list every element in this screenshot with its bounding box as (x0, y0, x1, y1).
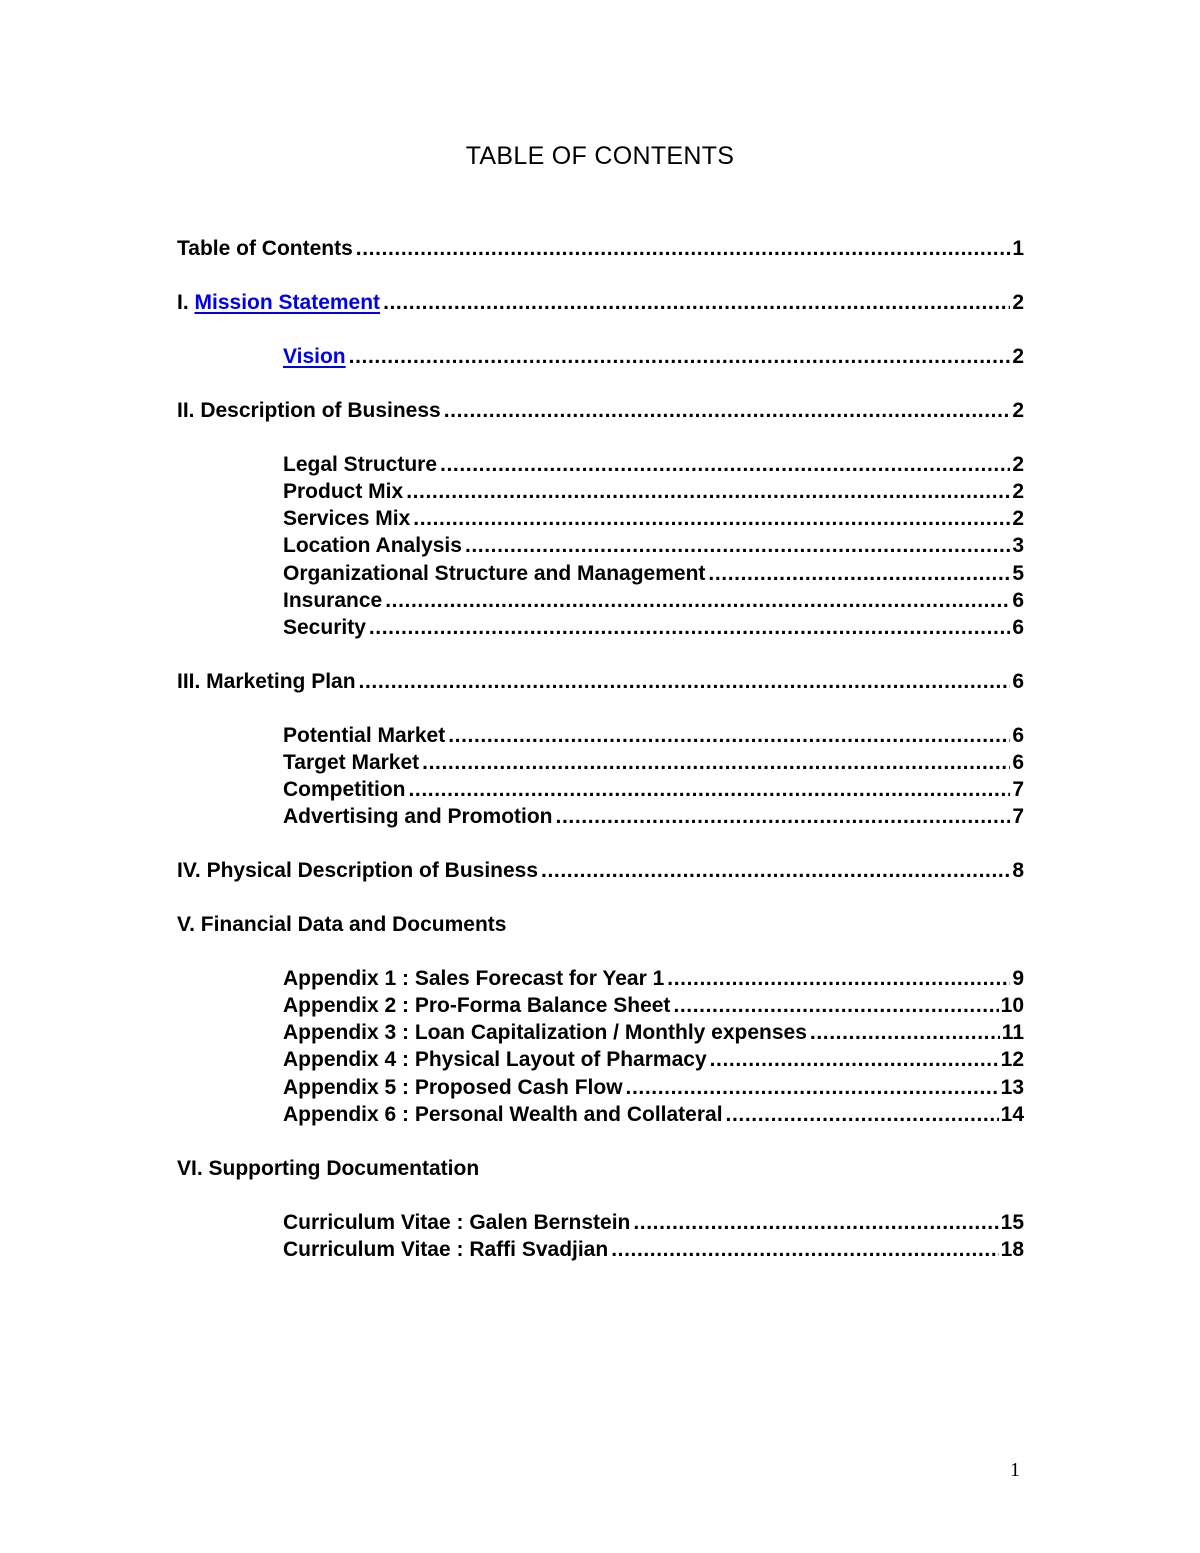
toc-page-number: 7 (1012, 805, 1024, 828)
toc-section-prefix: I. (177, 291, 195, 314)
toc-label: Target Market (283, 751, 420, 774)
toc-label: Curriculum Vitae : Galen Bernstein (283, 1211, 631, 1234)
toc-page-number: 2 (1012, 480, 1024, 503)
toc-leader-dots (726, 1103, 999, 1127)
toc-label: Legal Structure (283, 453, 438, 476)
toc-page-number: 13 (1000, 1076, 1024, 1099)
toc-page-number: 2 (1012, 453, 1024, 476)
toc-label: Appendix 4 : Physical Layout of Pharmacy (283, 1048, 707, 1071)
toc-entry-location-analysis[interactable] (283, 534, 1024, 561)
toc-leader-dots (611, 1238, 998, 1262)
mission-statement-link[interactable]: Mission Statement (194, 291, 381, 314)
toc-entry-services-mix[interactable] (283, 507, 1024, 534)
toc-label: Appendix 1 : Sales Forecast for Year 1 (283, 967, 665, 990)
toc-entry-cv-raffi-svadjian[interactable] (283, 1238, 1024, 1265)
toc-label: Organizational Structure and Management (283, 562, 706, 585)
toc-label: Appendix 5 : Proposed Cash Flow (283, 1076, 623, 1099)
toc-page-number: 6 (1012, 751, 1024, 774)
toc-entry-potential-market[interactable] (283, 724, 1024, 751)
toc-leader-dots (440, 453, 1010, 477)
toc-entry-advertising-and-promotion[interactable] (283, 805, 1024, 832)
toc-label: Appendix 3 : Loan Capitalization / Monthly expenses (283, 1021, 807, 1044)
toc-page-number: 6 (1012, 589, 1024, 612)
toc-page-number: 6 (1012, 724, 1024, 747)
toc-page-number: 3 (1012, 534, 1024, 557)
toc-leader-dots (633, 1211, 998, 1235)
toc-entry-physical-description[interactable] (177, 859, 1024, 886)
toc-label: Security (283, 616, 366, 639)
toc-label (177, 291, 380, 315)
toc-entry-product-mix[interactable] (283, 480, 1024, 507)
toc-page-number: 2 (1012, 507, 1024, 530)
toc-entry-target-market[interactable] (283, 751, 1024, 778)
toc-leader-dots (465, 534, 1010, 558)
toc-page-number: 12 (1000, 1048, 1024, 1071)
toc-label: Appendix 2 : Pro-Forma Balance Sheet (283, 994, 671, 1017)
toc-label: II. Description of Business (177, 399, 441, 422)
toc-leader-dots (448, 724, 1010, 748)
toc-page-number: 8 (1012, 859, 1024, 882)
toc-entry-appendix-6[interactable] (283, 1103, 1024, 1130)
toc-entry-appendix-4[interactable] (283, 1048, 1024, 1075)
toc-entry-mission-statement[interactable] (177, 291, 1024, 318)
toc-leader-dots (673, 994, 998, 1018)
toc-entry-vision[interactable] (283, 345, 1024, 372)
toc-leader-dots (810, 1021, 1000, 1045)
toc-page-number: 15 (1000, 1211, 1024, 1234)
toc-label: Product Mix (283, 480, 404, 503)
toc-entry-organizational-structure[interactable] (283, 562, 1024, 589)
toc-entry-appendix-3[interactable] (283, 1021, 1024, 1048)
toc-entry-competition[interactable] (283, 778, 1024, 805)
toc-leader-dots (710, 1048, 999, 1072)
toc-entry-table-of-contents[interactable] (177, 237, 1024, 264)
toc-leader-dots (556, 805, 1011, 829)
toc-leader-dots (667, 967, 1010, 991)
toc-page-number: 7 (1012, 778, 1024, 801)
toc-entry-insurance[interactable] (283, 589, 1024, 616)
toc-label: III. Marketing Plan (177, 670, 356, 693)
toc-leader-dots (356, 237, 1011, 261)
toc-leader-dots (422, 751, 1010, 775)
toc-leader-dots (413, 507, 1010, 531)
toc-page-number: 2 (1012, 399, 1024, 422)
toc-page-number: 1 (1012, 237, 1024, 260)
toc-leader-dots (708, 562, 1010, 586)
toc-label: IV. Physical Description of Business (177, 859, 539, 882)
toc-page-number: 14 (1000, 1103, 1024, 1126)
toc-leader-dots (408, 778, 1010, 802)
toc-entry-appendix-2[interactable] (283, 994, 1024, 1021)
toc-entry-marketing-plan[interactable] (177, 670, 1024, 697)
toc-entry-description-of-business[interactable] (177, 399, 1024, 426)
toc-entry-cv-galen-bernstein[interactable] (283, 1211, 1024, 1238)
toc-label: Potential Market (283, 724, 446, 747)
toc-page-number: 6 (1012, 670, 1024, 693)
toc-label: Table of Contents (177, 237, 353, 260)
toc-leader-dots (349, 345, 1011, 369)
toc-page-number: 2 (1012, 291, 1024, 314)
toc-leader-dots (359, 670, 1011, 694)
toc-label: Curriculum Vitae : Raffi Svadjian (283, 1238, 609, 1261)
toc-label: Competition (283, 778, 406, 801)
toc-page-number: 5 (1012, 562, 1024, 585)
toc-label: Appendix 6 : Personal Wealth and Collateral (283, 1103, 723, 1126)
toc-entry-appendix-5[interactable] (283, 1076, 1024, 1103)
toc-label: Services Mix (283, 507, 411, 530)
toc-leader-dots (383, 291, 1010, 315)
toc-page-number: 6 (1012, 616, 1024, 639)
toc-label: Advertising and Promotion (283, 805, 553, 828)
toc-page-number: 2 (1012, 345, 1024, 368)
toc-leader-dots (444, 399, 1011, 423)
toc-entry-appendix-1[interactable] (283, 967, 1024, 994)
toc-entry-security[interactable] (283, 616, 1024, 643)
toc-label: Location Analysis (283, 534, 462, 557)
vision-link[interactable]: Vision (283, 345, 346, 368)
toc-page-number: 11 (1001, 1021, 1024, 1044)
toc-leader-dots (369, 616, 1010, 640)
toc-label (283, 345, 346, 369)
toc-leader-dots (626, 1076, 999, 1100)
page-title: TABLE OF CONTENTS (465, 142, 735, 170)
toc-label: Insurance (283, 589, 383, 612)
toc-entry-legal-structure[interactable] (283, 453, 1024, 480)
page-footer-number: 1 (1010, 1459, 1020, 1481)
toc-leader-dots (541, 859, 1010, 883)
toc-leader-dots (385, 589, 1010, 613)
toc-heading-financial-data[interactable]: V. Financial Data and Documents (177, 913, 507, 936)
toc-heading-supporting-documentation[interactable]: VI. Supporting Documentation (177, 1157, 480, 1180)
toc-page-number: 9 (1012, 967, 1024, 990)
toc-page-number: 10 (1000, 994, 1024, 1017)
toc-leader-dots (406, 480, 1010, 504)
toc-page-number: 18 (1000, 1238, 1024, 1261)
